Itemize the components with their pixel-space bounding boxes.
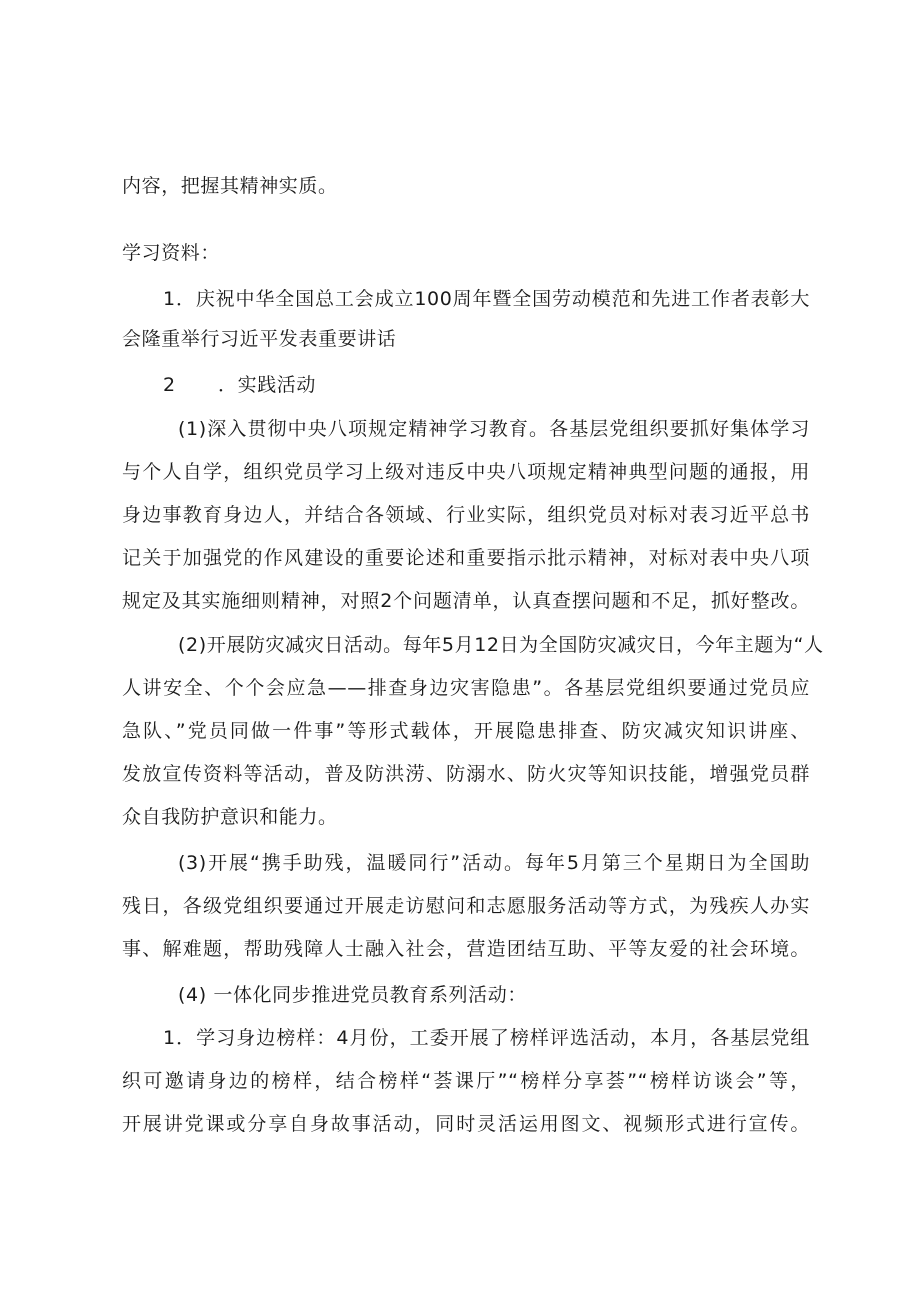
sub1-line: 规定及其实施细则精神，对照2个问题清单，认真查摆问题和不足，抓好整改。 <box>122 590 810 612</box>
learn-line: 织可邀请身边的榜样，结合榜样“荟课厅”“榜样分享荟”“榜样访谈会”等， <box>122 1070 810 1092</box>
sub3-line: (3)开展“携手助残，温暖同行”活动。每年5月第三个星期日为全国助 <box>178 852 810 874</box>
sub1-line: 记关于加强党的作风建设的重要论述和重要指示批示精神，对标对表中央八项 <box>122 547 810 569</box>
item2-number: 2 <box>163 374 176 396</box>
sub4-heading: (4) 一体化同步推进党员教育系列活动： <box>178 984 527 1006</box>
sub1-line: 身边事教育身边人，并结合各领域、行业实际，组织党员对标对表习近平总书 <box>122 504 810 526</box>
item1-line: 会隆重举行习近平发表重要讲话 <box>122 328 397 350</box>
sub3-line: 事、解难题，帮助残障人士融入社会，营造团结互助、平等友爱的社会环境。 <box>122 938 810 960</box>
learn-line: 1．学习身边榜样：4月份，工委开展了榜样评选活动，本月，各基层党组 <box>163 1027 810 1049</box>
sub2-line: 发放宣传资料等活动，普及防洪涝、防溺水、防火灾等知识技能，增强党员群 <box>122 763 810 785</box>
learn-line: 开展讲党课或分享自身故事活动，同时灵活运用图文、视频形式进行宣传。 <box>122 1113 810 1135</box>
materials-heading: 学习资料： <box>122 242 221 264</box>
sub3-line: 残日，各级党组织要通过开展走访慰问和志愿服务活动等方式，为残疾人办实 <box>122 895 810 917</box>
continuation-text: 内容，把握其精神实质。 <box>122 175 338 197</box>
item2-label: ．实践活动 <box>218 374 317 396</box>
sub2-line: 众自我防护意识和能力。 <box>122 806 338 828</box>
sub2-line: 急队、”党员同做一件事”等形式载体，开展隐患排查、防灾减灾知识讲座、 <box>122 720 810 742</box>
item1-line: 1．庆祝中华全国总工会成立100周年暨全国劳动模范和先进工作者表彰大 <box>163 288 810 310</box>
sub2-line: (2)开展防灾减灾日活动。每年5月12日为全国防灾减灾日，今年主题为“人 <box>178 634 824 656</box>
sub2-line: 人讲安全、个个会应急——排查身边灾害隐患”。各基层党组织要通过党员应 <box>122 677 810 699</box>
sub1-line: (1)深入贯彻中央八项规定精神学习教育。各基层党组织要抓好集体学习 <box>178 418 810 440</box>
sub1-line: 与个人自学，组织党员学习上级对违反中央八项规定精神典型问题的通报，用 <box>122 461 810 483</box>
